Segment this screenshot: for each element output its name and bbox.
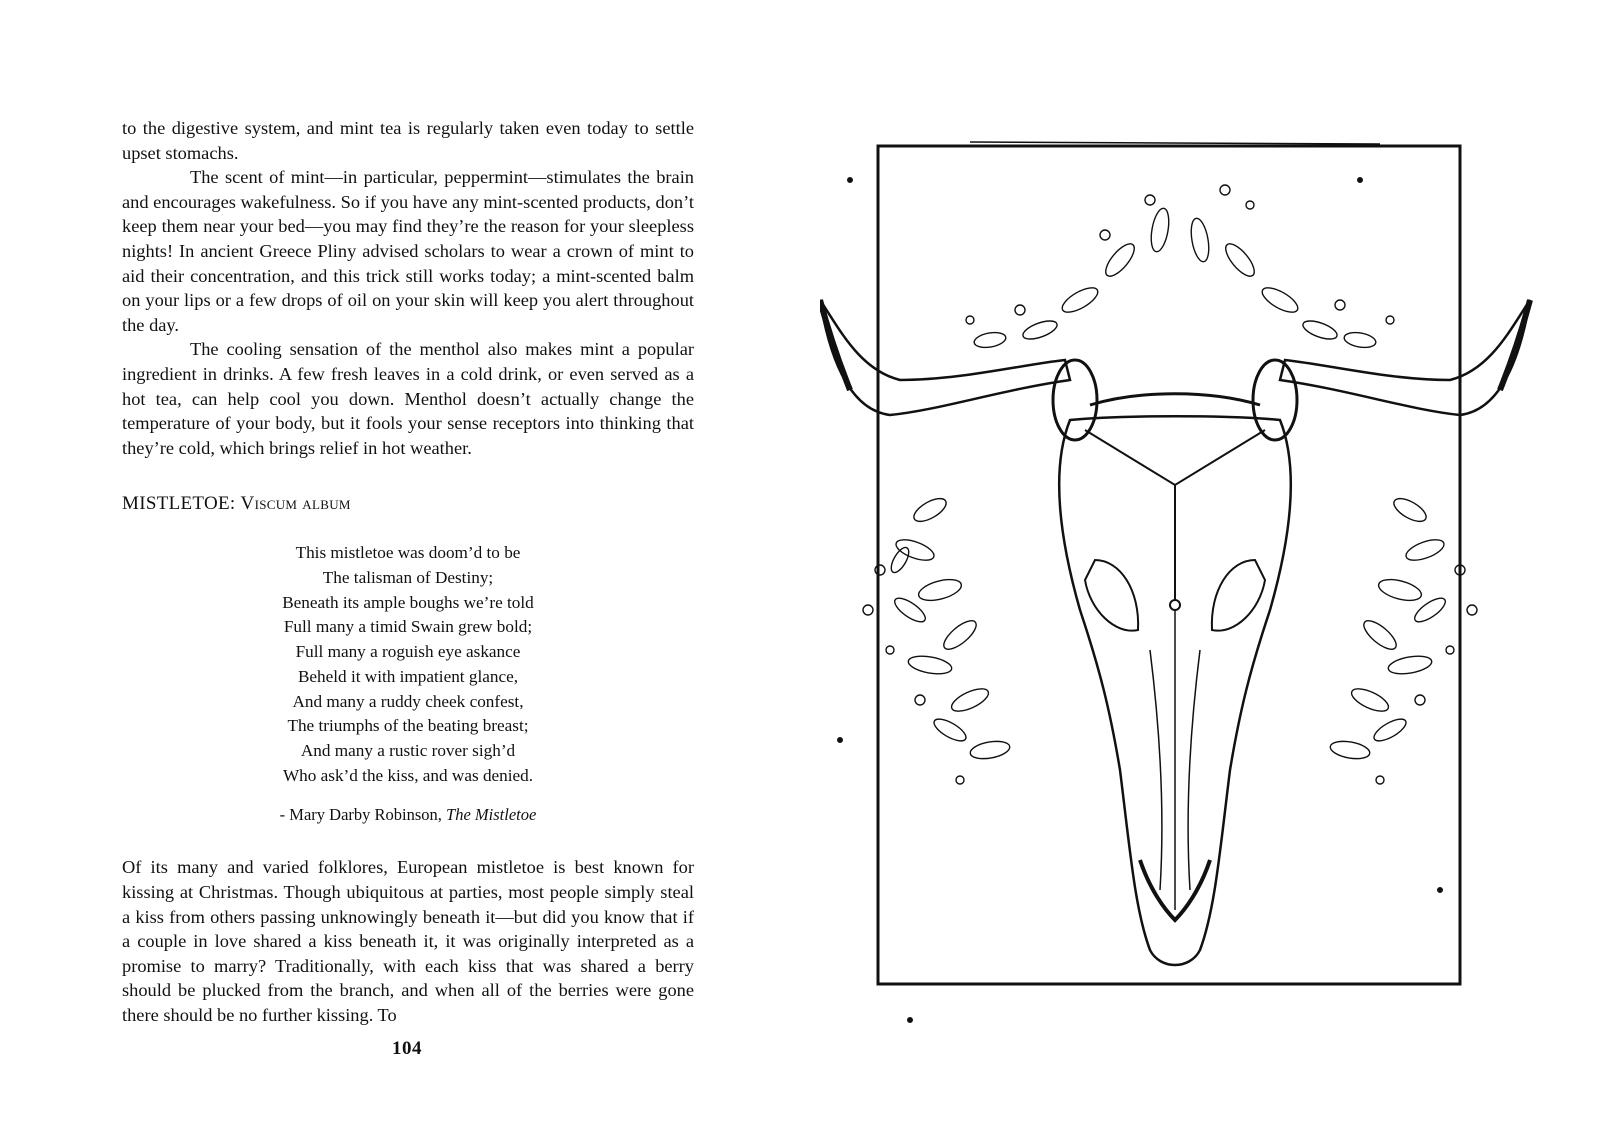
poem-line: Beheld it with impatient glance, xyxy=(297,666,519,686)
poem-line: The triumphs of the beating breast; xyxy=(287,716,529,736)
eye-socket-right xyxy=(1212,560,1265,631)
poem-line: And many a rustic rover sigh’d xyxy=(300,741,516,761)
rope-pendant xyxy=(1085,430,1265,600)
illustration-frame xyxy=(878,146,1460,984)
paragraph-mint-scent: The scent of mint—in particular, peppermint—stimulates the brain and encourages wakefulness. So if you have any mint-scented products, don’t keep them near your bed—you may find they’re the reason for your sleepless nights! In ancient Greece Pliny advised scholars to wear a crown of mint to aid their concentration, and this trick still works today; a mint-scented balm on your lips or a few drops of oil on your skin will keep you alert throughout the day. xyxy=(122,167,694,335)
paragraph-menthol-cooling: The cooling sensation of the menthol also makes mint a popular ingredient in drinks. A few fresh leaves in a cold drink, or even served as a hot tea, can help cool you down. Menthol doesn’t actually change the temperature of your body, but it fools your sense receptors into thinking that they’re cold, which brings relief in hot weather. xyxy=(122,339,694,458)
poem-line: Full many a timid Swain grew bold; xyxy=(283,617,533,637)
nasal-bone xyxy=(1150,610,1200,910)
page-number: 104 xyxy=(392,1038,422,1059)
horn-right xyxy=(1280,300,1530,415)
poem-line: The talisman of Destiny; xyxy=(322,567,494,587)
poem-line: This mistletoe was doom’d to be xyxy=(295,542,521,562)
poem-line: And many a ruddy cheek confest, xyxy=(292,691,524,711)
foliage-right xyxy=(1329,494,1477,784)
heading-latin-name: Viscum album xyxy=(240,493,351,515)
foliage-left xyxy=(863,494,1011,784)
rope-crossbar xyxy=(1090,394,1260,405)
poem-line: Beneath its ample boughs we’re told xyxy=(282,592,534,612)
paragraph-mistletoe-kissing: Of its many and varied folklores, European mistletoe is best known for kissing at Christmas. Though ubiquitous at parties, most people simply steal a kiss from others passing unknowingly beneath it—but did you know that if a couple in love shared a kiss beneath it, it was originally interpreted as a promise to marry? Traditionally, with each kiss that was shared a berry should be plucked from the branch, and when all of the berries were gone there should be no further kissing. To xyxy=(122,857,694,1026)
attribution-author: - Mary Darby Robinson, xyxy=(279,804,442,824)
bull-skull-illustration xyxy=(820,90,1560,1050)
left-page xyxy=(122,116,694,1028)
poem-block xyxy=(122,541,694,789)
poem-line: Full many a roguish eye askance xyxy=(295,642,521,662)
poem-attribution xyxy=(122,803,694,828)
attribution-work-title: The Mistletoe xyxy=(446,804,537,824)
foliage-crown xyxy=(966,185,1394,350)
section-heading-mistletoe xyxy=(122,492,694,517)
poem-line: Who ask’d the kiss, and was denied. xyxy=(282,766,534,786)
paragraph-mint-digestive: to the digestive system, and mint tea is regularly taken even today to settle upset stomachs. xyxy=(122,118,694,163)
right-page-illustration xyxy=(820,90,1560,1050)
eye-socket-left xyxy=(1085,560,1138,631)
rope-binding-right xyxy=(1253,360,1297,440)
rope-binding-left xyxy=(1053,360,1097,440)
heading-common-name: MISTLETOE: xyxy=(122,493,236,515)
horn-left xyxy=(820,300,1070,415)
